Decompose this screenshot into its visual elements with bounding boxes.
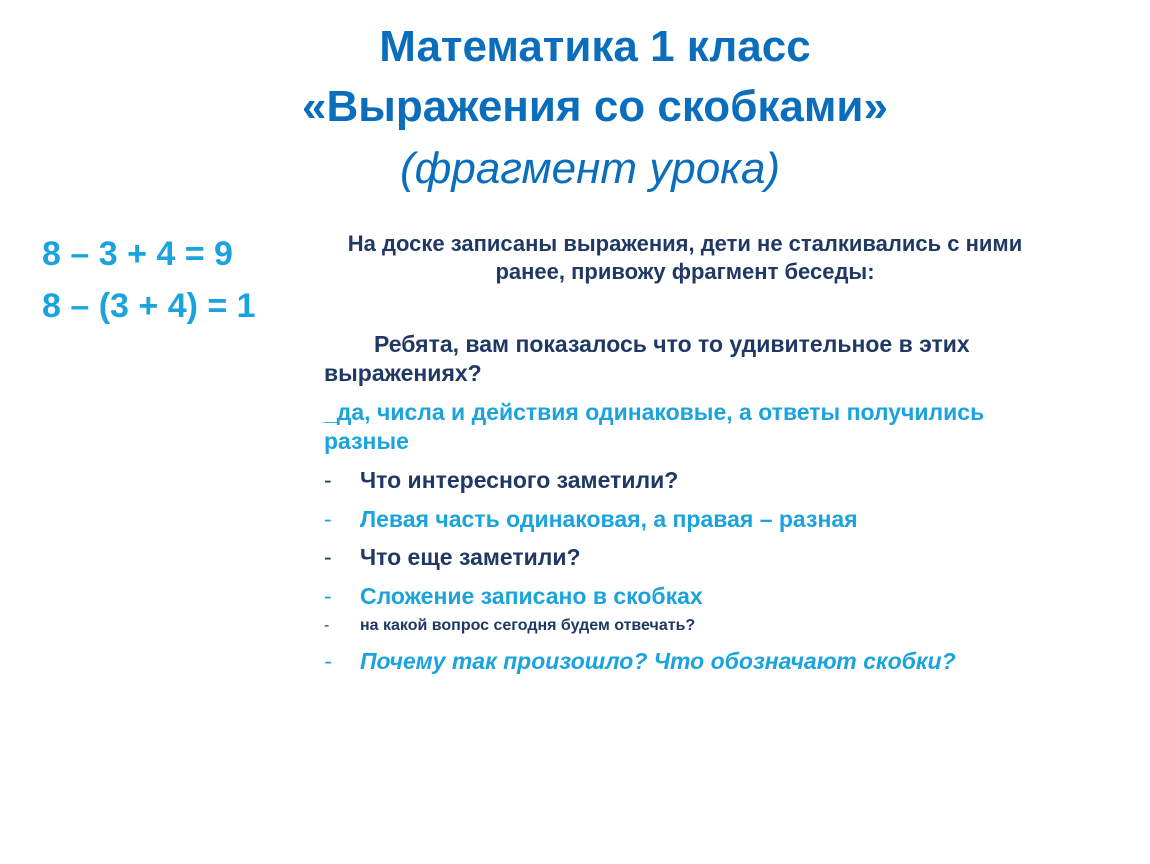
dialog-text: Сложение записано в скобках — [360, 583, 703, 609]
dialog-item — [324, 543, 1034, 572]
equations-block — [42, 228, 256, 332]
dialog-list — [324, 466, 1034, 676]
dash-bullet: - — [324, 544, 332, 570]
dash-bullet: - — [324, 583, 332, 609]
dialog-text: Что интересного заметили? — [360, 467, 679, 493]
dialog-item — [324, 615, 1034, 637]
dash-bullet: - — [324, 467, 332, 493]
dash-bullet: - — [324, 617, 330, 634]
equation-1: 8 – 3 + 4 = 9 — [42, 235, 233, 273]
dialog-text: Левая часть одинаковая, а правая – разная — [360, 506, 858, 532]
dash-bullet: - — [324, 506, 332, 532]
title-subject: Математика 1 класс — [379, 22, 811, 71]
dialog-item — [324, 647, 1034, 676]
teacher-question: Ребята, вам показалось что то удивительное в этих выражениях? — [324, 331, 970, 386]
dialog-text: Что еще заметили? — [360, 544, 581, 570]
dialog-text: на какой вопрос сегодня будем отвечать? — [360, 617, 696, 634]
slide-title — [0, 18, 1150, 200]
dialog-text: Почему так произошло? Что обозначают скобки? — [360, 648, 956, 674]
intro-text: На доске записаны выражения, дети не сталкивались с ними ранее, привожу фрагмент беседы: — [347, 231, 1023, 284]
dialog-item — [324, 466, 1034, 495]
dash-bullet: - — [324, 648, 332, 674]
dialog-item — [324, 582, 1034, 611]
title-subtitle: (фрагмент урока) — [399, 144, 781, 193]
title-topic: «Выражения со скобками» — [302, 82, 888, 131]
equation-2: 8 – (3 + 4) = 1 — [42, 287, 256, 325]
dialog-item — [324, 505, 1034, 534]
pupil-answer: _да, числа и действия одинаковые, а ответы получились разные — [324, 399, 985, 454]
